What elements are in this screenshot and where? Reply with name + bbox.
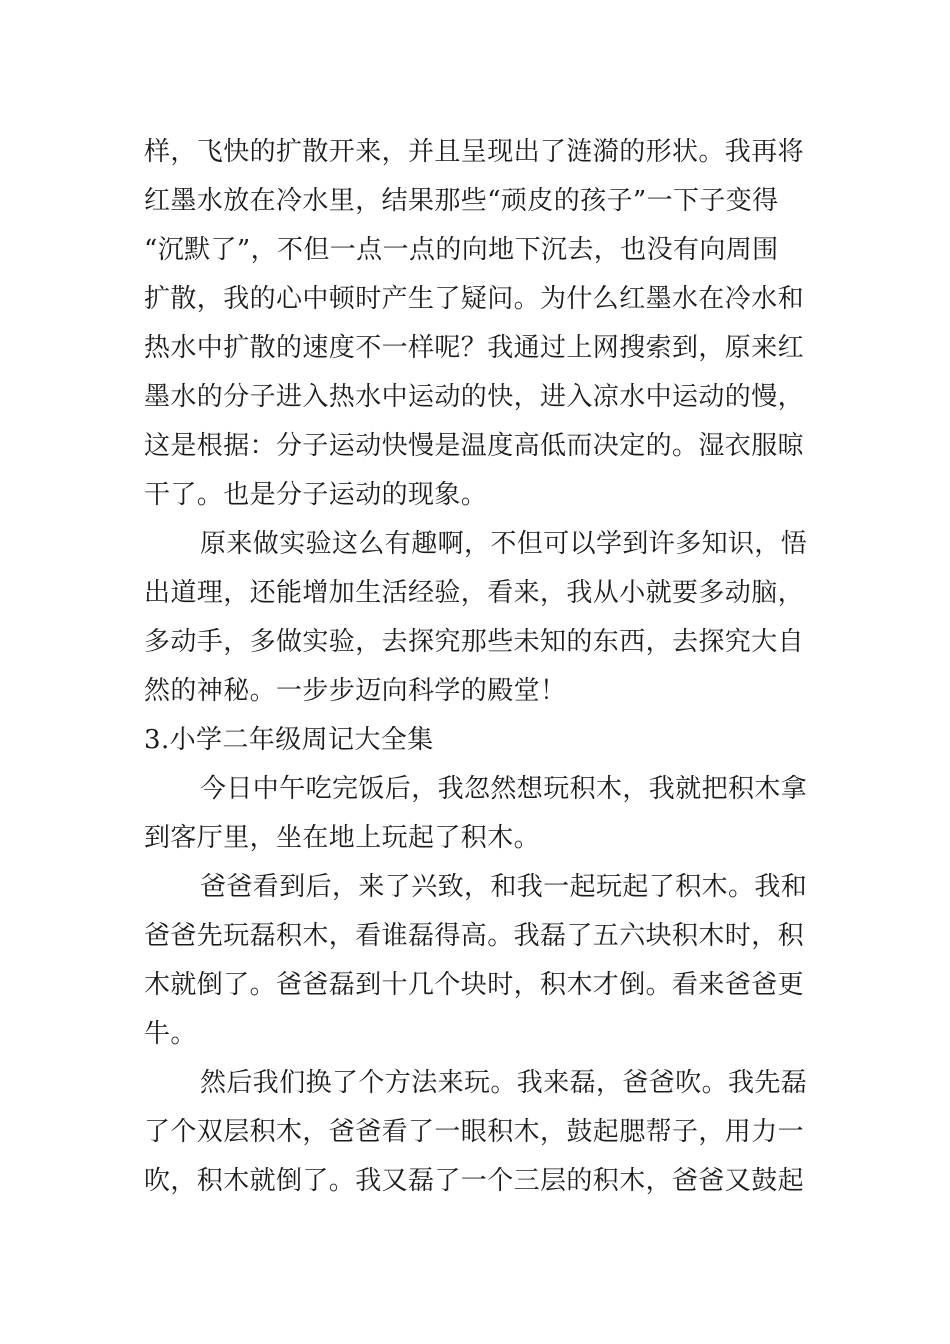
- paragraph-line: 到客厅里，坐在地上玩起了积木。: [144, 823, 541, 853]
- paragraph-line: 了个双层积木，爸爸看了一眼积木，鼓起腮帮子，用力一: [144, 1117, 805, 1147]
- paragraph-2: [144, 520, 809, 716]
- paragraph-line: 墨水的分子进入热水中运动的快，进入凉水中运动的慢，: [144, 382, 805, 412]
- paragraph-line: 今日中午吃完饭后，我忽然想玩积木，我就把积木拿: [200, 774, 808, 804]
- paragraph-line: “沉默了”，不但一点一点的向地下沉去，也没有向周围: [144, 235, 779, 265]
- paragraph-line: 爸爸先玩磊积木，看谁磊得高。我磊了五六块积木时，积: [144, 921, 805, 951]
- paragraph-line: 干了。也是分子运动的现象。: [144, 480, 488, 510]
- paragraph-1: [144, 128, 809, 520]
- paragraph-line: 样，飞快的扩散开来，并且呈现出了涟漪的形状。我再将: [144, 137, 805, 167]
- paragraph-line: 然的神秘。一步步迈向科学的殿堂！: [144, 676, 567, 706]
- paragraph-line: 出道理，还能增加生活经验，看来，我从小就要多动脑，: [144, 578, 805, 608]
- section-paragraph-1: [144, 765, 809, 863]
- paragraph-line: 吹，积木就倒了。我又磊了一个三层的积木，爸爸又鼓起: [144, 1166, 805, 1196]
- section-paragraph-2: [144, 863, 809, 1059]
- paragraph-line: 原来做实验这么有趣啊，不但可以学到许多知识，悟: [200, 529, 808, 559]
- paragraph-line: 热水中扩散的速度不一样呢？我通过上网搜索到，原来红: [144, 333, 805, 363]
- paragraph-line: 爸爸看到后，来了兴致，和我一起玩起了积木。我和: [200, 872, 808, 902]
- paragraph-line: 扩散，我的心中顿时产生了疑问。为什么红墨水在冷水和: [144, 284, 805, 314]
- paragraph-line: 红墨水放在冷水里，结果那些“顽皮的孩子”一下子变得: [144, 186, 779, 216]
- paragraph-line: 这是根据：分子运动快慢是温度高低而决定的。湿衣服晾: [144, 431, 805, 461]
- paragraph-line: 然后我们换了个方法来玩。我来磊，爸爸吹。我先磊: [200, 1068, 808, 1098]
- section-paragraph-3: [144, 1059, 809, 1206]
- paragraph-line: 多动手，多做实验，去探究那些未知的东西，去探究大自: [144, 627, 805, 657]
- document-body: [144, 128, 809, 1206]
- section-heading: 3.小学二年级周记大全集: [144, 725, 434, 755]
- paragraph-line: 牛。: [144, 1019, 197, 1049]
- paragraph-line: 木就倒了。爸爸磊到十几个块时，积木才倒。看来爸爸更: [144, 970, 805, 1000]
